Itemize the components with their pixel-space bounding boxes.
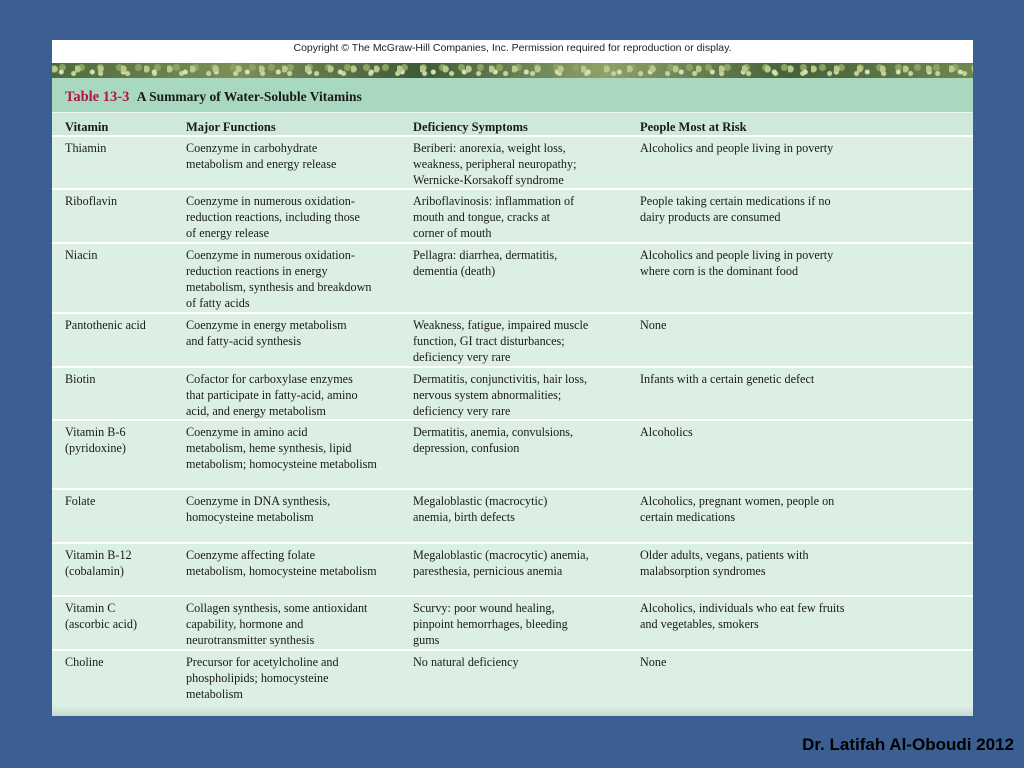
table-row <box>52 490 973 544</box>
risk-cell: Alcoholics and people living in poverty where corn is the dominant food <box>640 248 834 278</box>
table-row <box>52 244 973 314</box>
symptoms-cell: Scurvy: poor wound healing, pinpoint hemorrhages, bleeding gums <box>413 601 568 647</box>
table-body <box>52 137 973 711</box>
table-caption <box>52 78 973 112</box>
symptoms-cell: Megaloblastic (macrocytic) anemia, paresthesia, pernicious anemia <box>413 548 589 578</box>
table-row <box>52 137 973 190</box>
column-header-vitamin: Vitamin <box>65 120 109 134</box>
functions-cell: Coenzyme in energy metabolism and fatty-acid synthesis <box>186 318 347 348</box>
column-header-functions: Major Functions <box>186 120 276 134</box>
table-row <box>52 314 973 368</box>
vitamin-cell: Folate <box>65 494 96 508</box>
copyright-notice: Copyright © The McGraw-Hill Companies, Inc. Permission required for reproduction or display. <box>52 40 973 63</box>
table-image <box>52 40 973 716</box>
table-row <box>52 421 973 490</box>
symptoms-cell: No natural deficiency <box>413 655 519 669</box>
vitamin-cell: Vitamin B-12 (cobalamin) <box>65 548 132 578</box>
risk-cell: Alcoholics <box>640 425 693 439</box>
functions-cell: Coenzyme in carbohydrate metabolism and energy release <box>186 141 337 171</box>
functions-cell: Cofactor for carboxylase enzymes that participate in fatty-acid, amino acid, and energy metabolism <box>186 372 358 418</box>
table-row <box>52 190 973 244</box>
column-header-risk: People Most at Risk <box>640 120 747 134</box>
vitamin-cell: Riboflavin <box>65 194 118 208</box>
vitamin-cell: Vitamin C (ascorbic acid) <box>65 601 138 631</box>
risk-cell: Older adults, vegans, patients with malabsorption syndromes <box>640 548 809 578</box>
risk-cell: None <box>640 318 667 332</box>
vitamin-cell: Vitamin B-6 (pyridoxine) <box>65 425 126 455</box>
column-header-symptoms: Deficiency Symptoms <box>413 120 528 134</box>
symptoms-cell: Beriberi: anorexia, weight loss, weakness, peripheral neuropathy; Wernicke-Korsakoff syndrome <box>413 141 577 187</box>
functions-cell: Coenzyme in numerous oxidation- reduction reactions, including those of energy release <box>186 194 360 240</box>
table-row <box>52 544 973 597</box>
table-row <box>52 368 973 421</box>
symptoms-cell: Dermatitis, conjunctivitis, hair loss, nervous system abnormalities; deficiency very rare <box>413 372 587 418</box>
vitamin-cell: Niacin <box>65 248 98 262</box>
risk-cell: Alcoholics, individuals who eat few fruits and vegetables, smokers <box>640 601 845 631</box>
risk-cell: Alcoholics, pregnant women, people on certain medications <box>640 494 835 524</box>
functions-cell: Precursor for acetylcholine and phospholipids; homocysteine metabolism <box>186 655 339 701</box>
table-title: A Summary of Water-Soluble Vitamins <box>136 89 362 104</box>
vitamin-cell: Pantothenic acid <box>65 318 146 332</box>
symptoms-cell: Dermatitis, anemia, convulsions, depression, confusion <box>413 425 574 455</box>
author-credit: Dr. Latifah Al-Oboudi 2012 <box>802 735 1014 754</box>
vitamin-cell: Thiamin <box>65 141 107 155</box>
table-row <box>52 651 973 711</box>
decorative-foliage-strip <box>52 63 973 78</box>
symptoms-cell: Ariboflavinosis: inflammation of mouth and tongue, cracks at corner of mouth <box>413 194 575 240</box>
functions-cell: Coenzyme affecting folate metabolism, homocysteine metabolism <box>186 548 377 578</box>
table-bottom-edge <box>52 706 973 716</box>
vitamin-cell: Biotin <box>65 372 96 386</box>
functions-cell: Coenzyme in numerous oxidation- reduction reactions in energy metabolism, synthesis and breakdown of fatty acids <box>186 248 372 310</box>
functions-cell: Collagen synthesis, some antioxidant capability, hormone and neurotransmitter synthesis <box>186 601 368 647</box>
risk-cell: Infants with a certain genetic defect <box>640 372 815 386</box>
table-row <box>52 597 973 651</box>
table-header-row <box>52 112 973 137</box>
risk-cell: People taking certain medications if no dairy products are consumed <box>640 194 831 224</box>
vitamin-cell: Choline <box>65 655 104 669</box>
risk-cell: None <box>640 655 667 669</box>
symptoms-cell: Weakness, fatigue, impaired muscle function, GI tract disturbances; deficiency very rare <box>413 318 589 364</box>
functions-cell: Coenzyme in amino acid metabolism, heme synthesis, lipid metabolism; homocysteine metabolism <box>186 425 377 471</box>
functions-cell: Coenzyme in DNA synthesis, homocysteine metabolism <box>186 494 331 524</box>
symptoms-cell: Pellagra: diarrhea, dermatitis, dementia (death) <box>413 248 558 278</box>
table-label: Table 13-3 <box>65 89 130 105</box>
symptoms-cell: Megaloblastic (macrocytic) anemia, birth defects <box>413 494 548 524</box>
risk-cell: Alcoholics and people living in poverty <box>640 141 834 155</box>
